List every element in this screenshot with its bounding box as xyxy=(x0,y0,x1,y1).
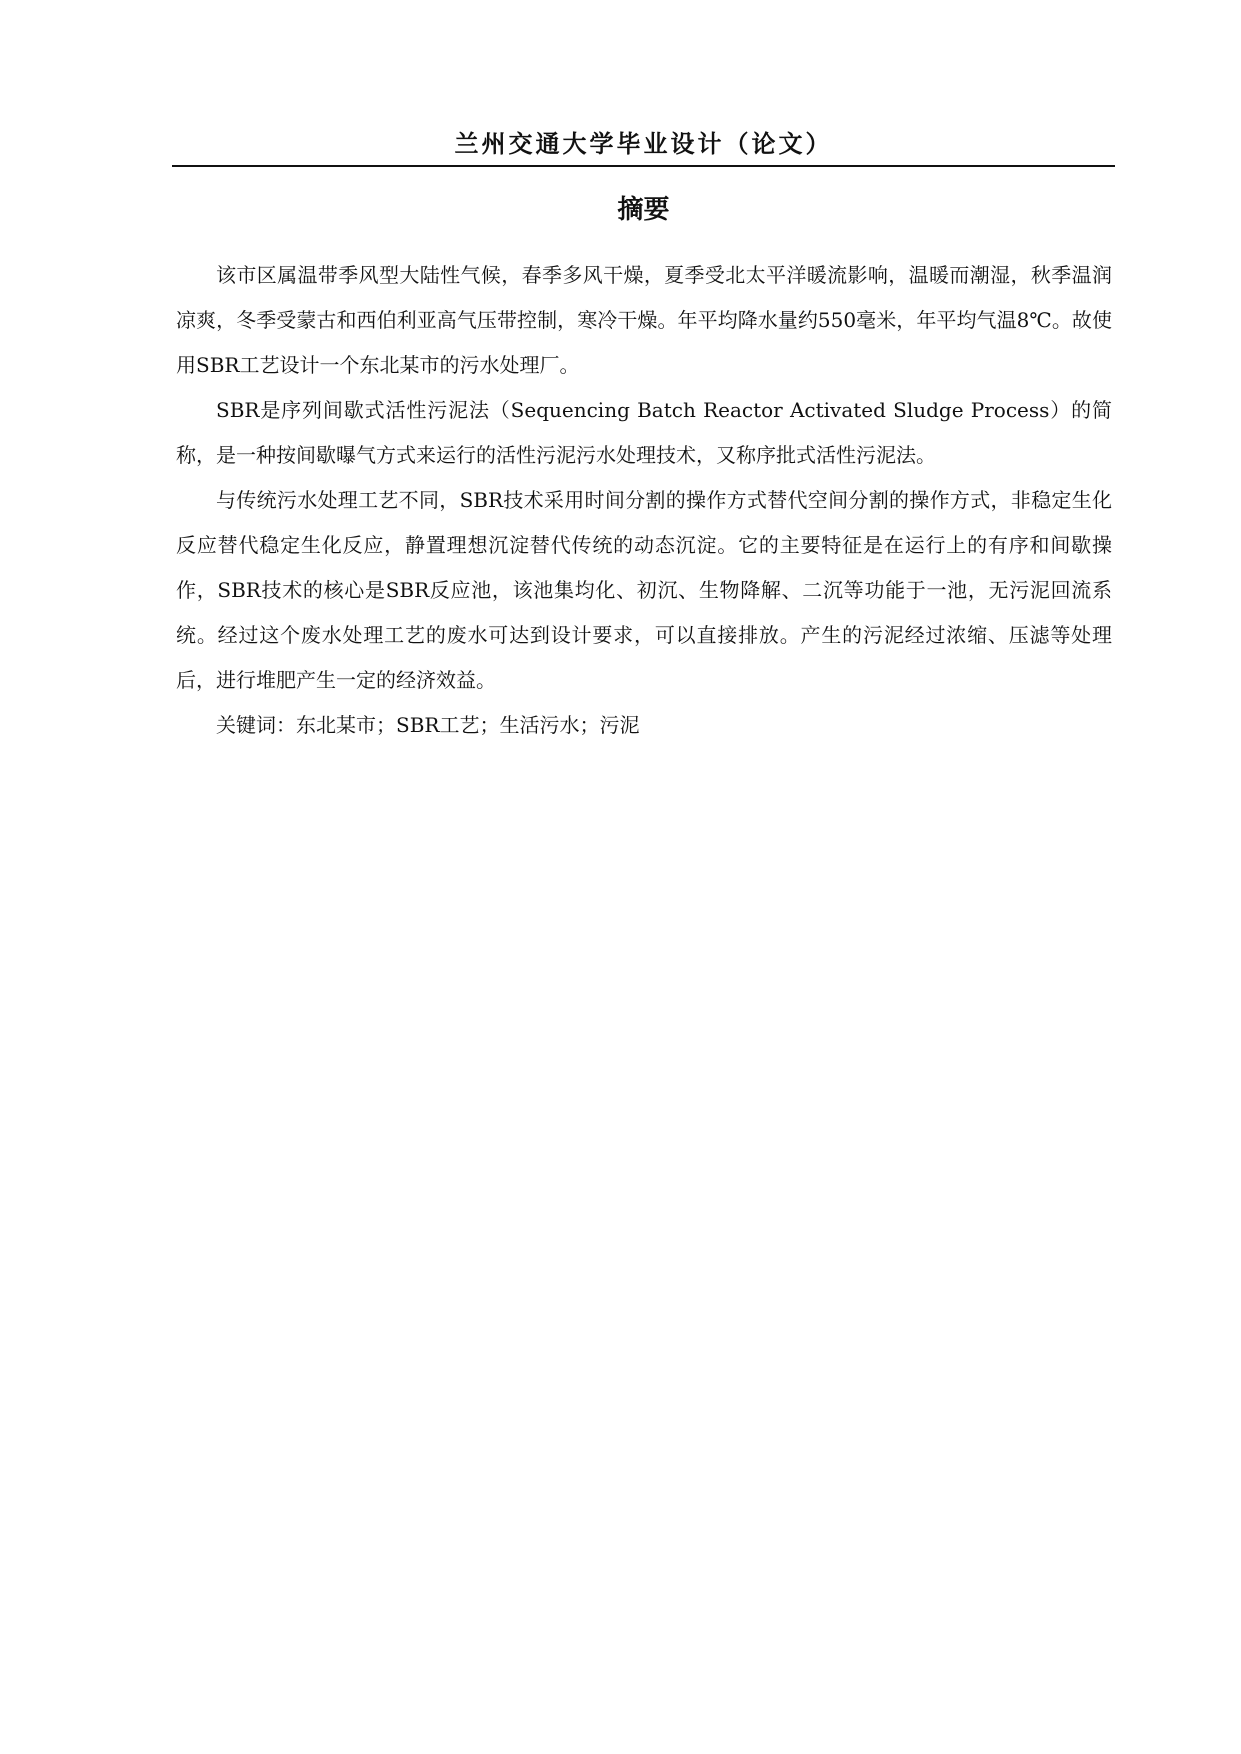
abstract-paragraph-1: 该市区属温带季风型大陆性气候，春季多风干燥，夏季受北太平洋暖流影响，温暖而潮湿，秋季温润凉爽，冬季受蒙古和西伯利亚高气压带控制，寒冷干燥。年平均降水量约550毫米，年平均气温8℃。故使用SBR工艺设计一个东北某市的污水处理厂。 xyxy=(176,263,1112,377)
abstract-heading: 摘要 xyxy=(617,195,670,225)
abstract-body xyxy=(176,253,1112,748)
abstract-paragraph-3: 与传统污水处理工艺不同，SBR技术采用时间分割的操作方式替代空间分割的操作方式，非稳定生化反应替代稳定生化反应，静置理想沉淀替代传统的动态沉淀。它的主要特征是在运行上的有序和间歇操作，SBR技术的核心是SBR反应池，该池集均化、初沉、生物降解、二沉等功能于一池，无污泥回流系统。经过这个废水处理工艺的废水可达到设计要求，可以直接排放。产生的污泥经过浓缩、压滤等处理后，进行堆肥产生一定的经济效益。 xyxy=(176,488,1112,692)
running-header-title: 兰州交通大学毕业设计（论文） xyxy=(454,130,833,158)
header-divider xyxy=(172,165,1115,167)
keywords-line: 关键词：东北某市；SBR工艺；生活污水；污泥 xyxy=(216,713,640,737)
abstract-paragraph-2: SBR是序列间歇式活性污泥法（Sequencing Batch Reactor Activated Sludge Process）的简称，是一种按间歇曝气方式来运行的活性污泥污水处理技术，又称序批式活性污泥法。 xyxy=(176,398,1112,467)
